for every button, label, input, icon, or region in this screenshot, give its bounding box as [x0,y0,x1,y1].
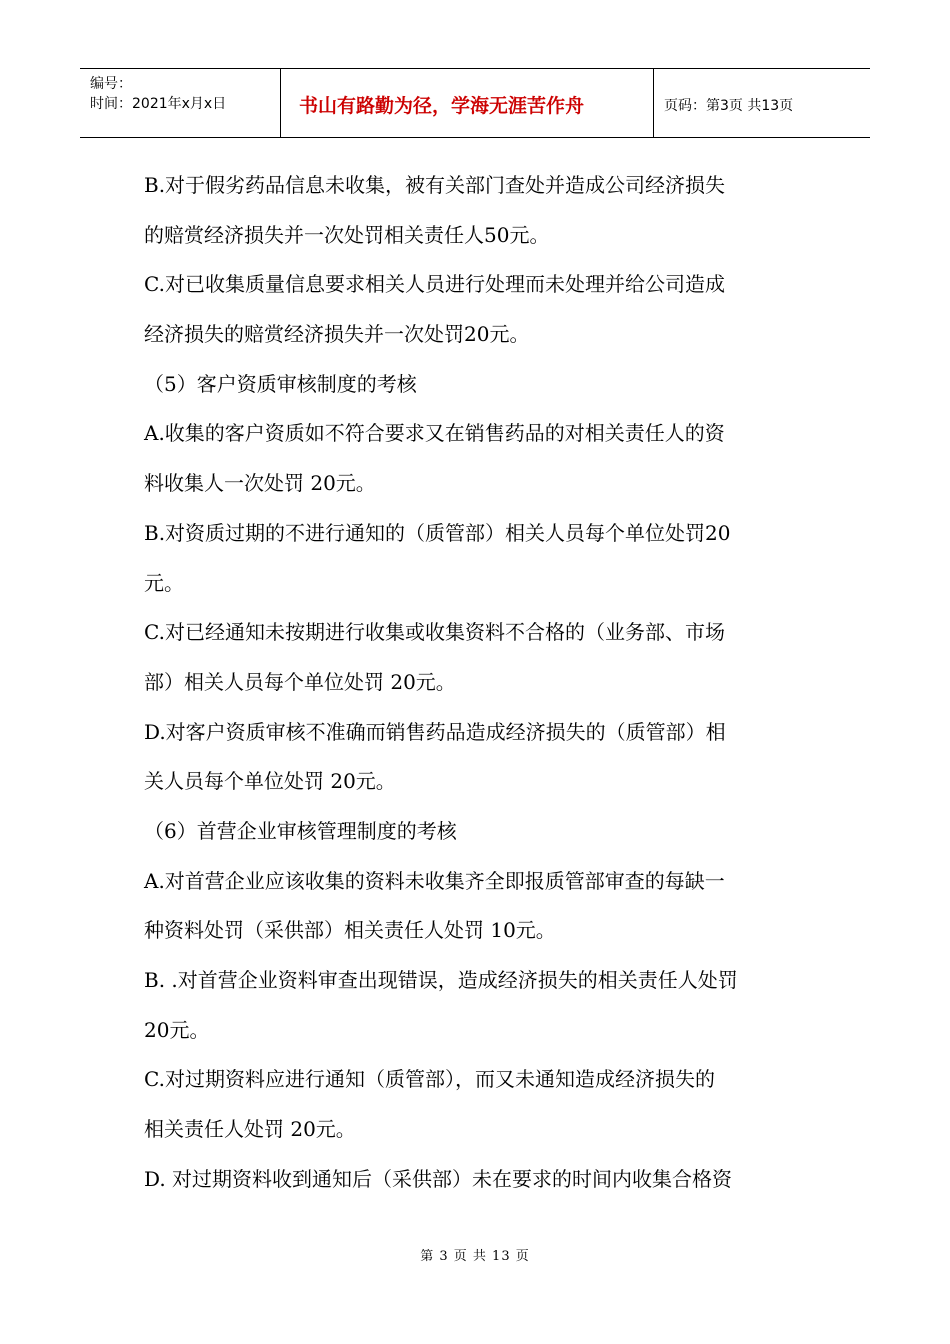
page-header [80,68,870,138]
body-line: A.收集的客户资质如不符合要求又在销售药品的对相关责任人的资 [144,421,725,446]
body-line: B. .对首营企业资料审查出现错误，造成经济损失的相关责任人处罚 [144,968,738,992]
header-motto: 书山有路勤为径，学海无涯苦作舟 [299,95,585,117]
document-date: 时间：2021年x月x日 [90,96,227,112]
header-page-info: 页码：第3页 共13页 [664,98,794,114]
body-line: 20元。 [144,1017,210,1042]
body-line: 种资料处罚（采供部）相关责任人处罚 10元。 [144,918,556,943]
body-line: A.对首营企业应该收集的资料未收集齐全即报质管部审查的每缺一 [144,868,725,893]
page-footer: 第 3 页 共 13 页 [420,1249,530,1264]
header-right-cell [654,69,870,137]
header-middle-cell [281,69,654,137]
body-line: B.对于假劣药品信息未收集，被有关部门查处并造成公司经济损失 [144,173,726,197]
body-line: 料收集人一次处罚 20元。 [144,471,376,496]
body-line: 的赔赏经济损失并一次处罚相关责任人50元。 [144,222,550,247]
body-line: 元。 [144,570,184,595]
body-line: C.对已收集质量信息要求相关人员进行处理而未处理并给公司造成 [144,272,725,297]
body-line: D. 对过期资料收到通知后（采供部）未在要求的时间内收集合格资 [144,1166,733,1191]
body-line: C.对已经通知未按期进行收集或收集资料不合格的（业务部、市场 [144,620,725,645]
body-line: 部）相关人员每个单位处罚 20元。 [144,669,456,694]
section-heading: （5）客户资质审核制度的考核 [144,371,417,396]
body-line: B.对资质过期的不进行通知的（质管部）相关人员每个单位处罚20 [144,520,731,545]
body-line: D.对客户资质审核不准确而销售药品造成经济损失的（质管部）相 [144,719,726,744]
body-line: 相关责任人处罚 20元。 [144,1117,356,1142]
document-body [144,164,814,1207]
section-heading: （6）首营企业审核管理制度的考核 [144,818,457,843]
body-line: C.对过期资料应进行通知（质管部），而又未通知造成经济损失的 [144,1067,715,1092]
header-left-cell [80,69,281,137]
body-line: 关人员每个单位处罚 20元。 [144,769,396,794]
body-line: 经济损失的赔赏经济损失并一次处罚20元。 [144,322,530,347]
document-number-label: 编号： [90,76,132,92]
